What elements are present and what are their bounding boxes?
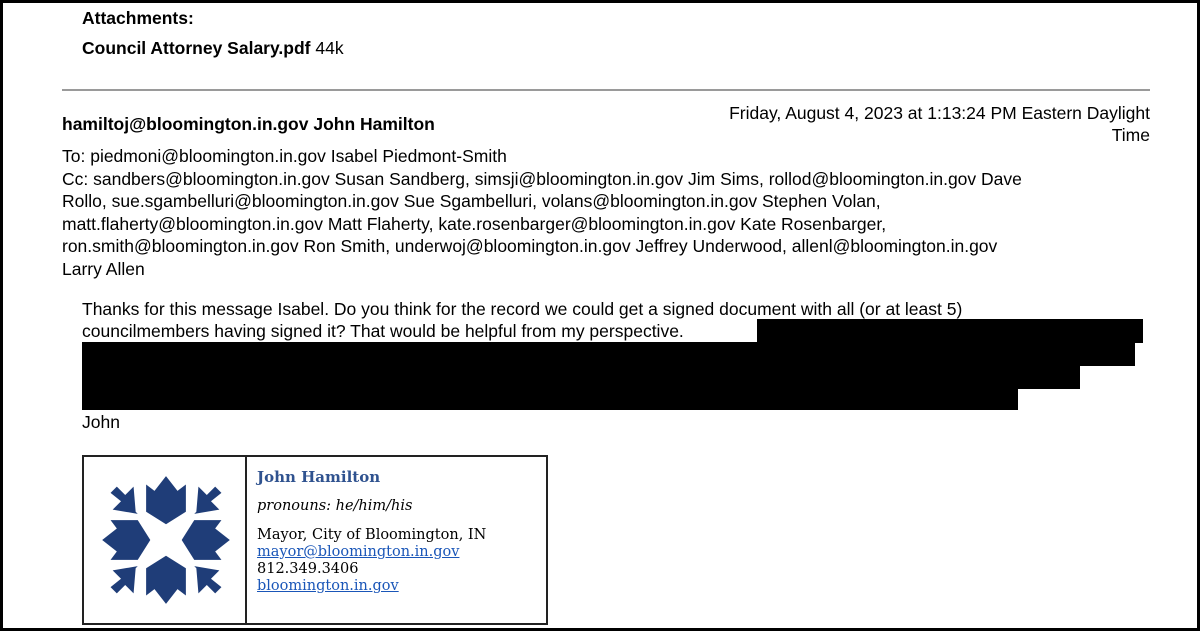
redaction-block xyxy=(82,365,1080,389)
date-line-1: Friday, August 4, 2023 at 1:13:24 PM Eastern Daylight xyxy=(729,103,1150,123)
signature-website-link[interactable]: bloomington.in.gov xyxy=(257,578,399,594)
signature-email-link[interactable]: mayor@bloomington.in.gov xyxy=(257,544,460,560)
recipient-line: Larry Allen xyxy=(62,259,145,279)
redaction-block xyxy=(82,388,1018,410)
signature-pronouns: pronouns: he/him/his xyxy=(257,498,413,514)
attachment-item[interactable] xyxy=(82,38,344,59)
redaction-block xyxy=(757,319,1143,343)
signature-title: Mayor, City of Bloomington, IN xyxy=(257,527,487,543)
redaction-block xyxy=(82,342,1135,366)
sender: hamiltoj@bloomington.in.gov John Hamilton xyxy=(62,114,435,134)
attachment-file-size: 44k xyxy=(315,38,344,58)
recipient-line: matt.flaherty@bloomington.in.gov Matt Flaherty, kate.rosenbarger@bloomington.in.gov Kate Rosenbarger, xyxy=(62,214,887,234)
recipient-line: ron.smith@bloomington.in.gov Ron Smith, underwoj@bloomington.in.gov Jeffrey Underwood, allenl@bloomington.in.gov xyxy=(62,236,998,256)
divider xyxy=(62,89,1150,91)
signature-name: John Hamilton xyxy=(257,468,381,486)
city-logo-icon xyxy=(98,471,234,609)
attachment-file-name[interactable]: Council Attorney Salary.pdf xyxy=(82,38,311,58)
attachments-heading: Attachments: xyxy=(82,8,194,28)
signature-phone: 812.349.3406 xyxy=(257,561,359,577)
email-signature xyxy=(82,455,548,625)
recipient-line: Rollo, sue.sgambelluri@bloomington.in.gov Sue Sgambelluri, volans@bloomington.in.gov Stephen Volan, xyxy=(62,191,881,211)
body-line: Thanks for this message Isabel. Do you think for the record we could get a signed document with all (or at least 5) xyxy=(82,299,963,319)
sign-off: John xyxy=(82,412,120,432)
signature-divider xyxy=(245,457,247,623)
body-line: councilmembers having signed it? That would be helpful from my perspective. xyxy=(82,321,684,341)
recipient-line: Cc: sandbers@bloomington.in.gov Susan Sandberg, simsji@bloomington.in.gov Jim Sims, rollod@bloomington.in.gov Dave xyxy=(62,169,1022,189)
date-line-2: Time xyxy=(1111,125,1150,145)
signature-info xyxy=(257,469,486,595)
message-date xyxy=(729,102,1150,146)
recipient-line: To: piedmoni@bloomington.in.gov Isabel Piedmont-Smith xyxy=(62,146,507,166)
